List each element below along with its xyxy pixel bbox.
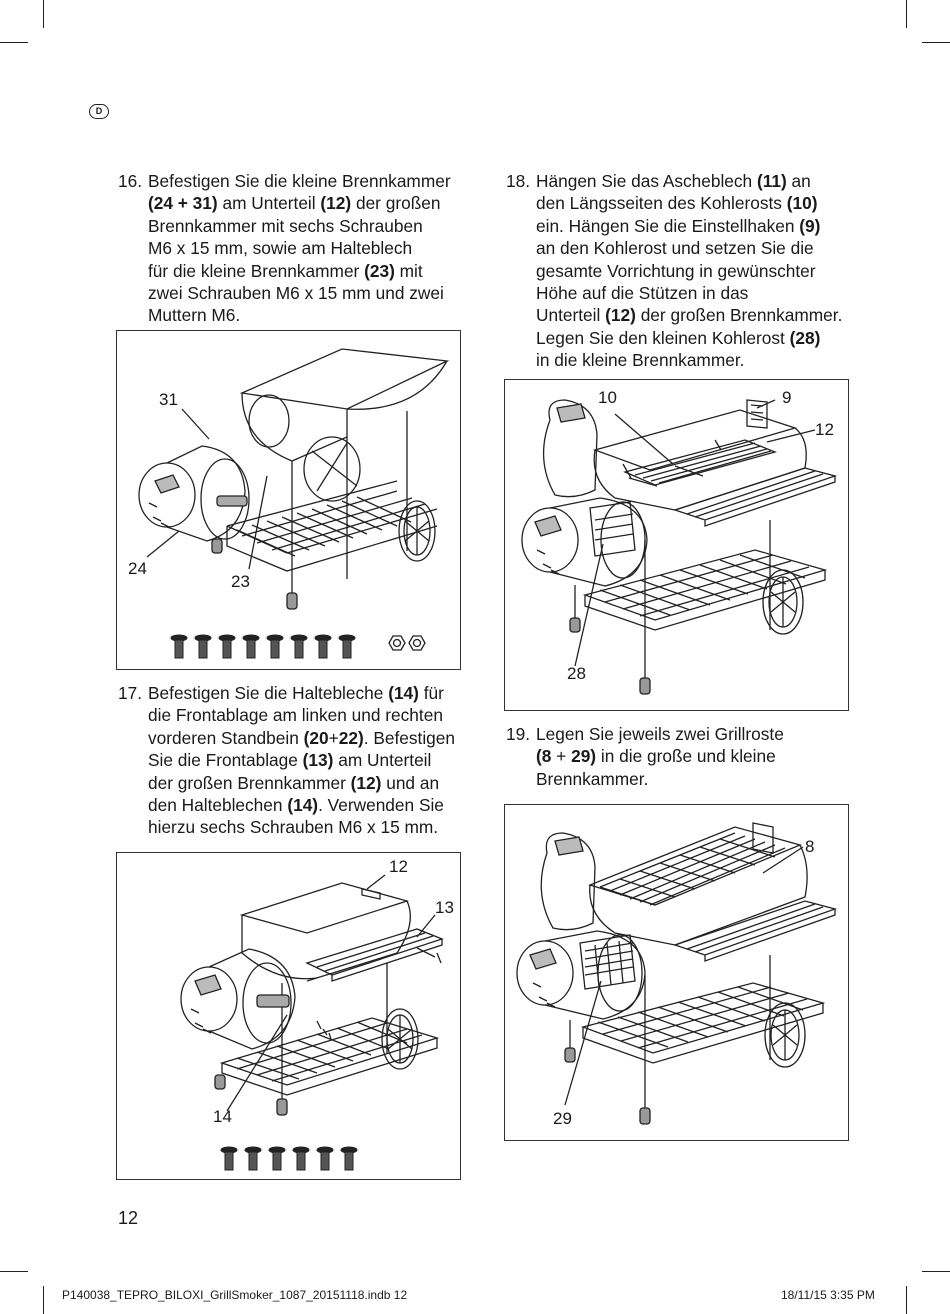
page-number: 12 bbox=[118, 1208, 139, 1228]
callout-14: 14 bbox=[213, 1107, 232, 1126]
screw-icon bbox=[243, 635, 259, 658]
step-text bbox=[536, 723, 784, 790]
text-line: den Halteblechen (14). Verwenden Sie bbox=[148, 795, 444, 816]
part-reference: (20 bbox=[303, 727, 329, 748]
text-line: Legen Sie jeweils zwei Grillroste bbox=[536, 724, 784, 744]
step-text bbox=[148, 170, 451, 327]
charcoal-grate-assembly-drawing bbox=[505, 380, 848, 710]
figure-step-17 bbox=[116, 852, 461, 1180]
part-reference: (12) bbox=[605, 305, 636, 326]
crop-mark-bottom-left-v bbox=[43, 1286, 44, 1314]
text-line: Unterteil (12) der großen Brennkammer. bbox=[536, 305, 843, 326]
part-reference: (23) bbox=[364, 260, 395, 281]
screw-row bbox=[171, 635, 355, 658]
screw-icon bbox=[315, 635, 331, 658]
step-number: 18. bbox=[506, 171, 531, 191]
crop-mark-top-left-h bbox=[0, 42, 28, 43]
text-line: vorderen Standbein (20+22). Befestigen bbox=[148, 727, 455, 748]
step-number: 19. bbox=[506, 724, 531, 744]
front-shelf-assembly-drawing bbox=[117, 853, 460, 1179]
step-16 bbox=[118, 170, 478, 330]
text-line: Brennkammer. bbox=[536, 768, 649, 789]
part-reference: (11) bbox=[756, 171, 787, 191]
step-number: 16. bbox=[118, 171, 143, 191]
callout-28: 28 bbox=[567, 664, 586, 683]
callout-12: 12 bbox=[389, 857, 408, 876]
figure-step-16 bbox=[116, 330, 461, 670]
language-badge: D bbox=[89, 104, 109, 119]
text-line: für die kleine Brennkammer (23) mit bbox=[148, 260, 423, 281]
screw-icon bbox=[219, 635, 235, 658]
screw-icon bbox=[293, 1147, 309, 1170]
step-text bbox=[536, 170, 842, 372]
nut-icon bbox=[389, 636, 405, 650]
text-line: Legen Sie den kleinen Kohlerost (28) bbox=[536, 327, 821, 348]
text-line: (24 + 31) am Unterteil (12) der großen bbox=[148, 193, 441, 214]
callout-12: 12 bbox=[815, 420, 834, 439]
screw-icon bbox=[195, 635, 211, 658]
text-line: Sie die Frontablage (13) am Unterteil bbox=[148, 750, 432, 771]
step-18 bbox=[506, 170, 866, 375]
nut-icon bbox=[409, 636, 425, 650]
screw-icon bbox=[291, 635, 307, 658]
step-number: 17. bbox=[118, 683, 143, 703]
text-line: Muttern M6. bbox=[148, 305, 241, 326]
callout-31: 31 bbox=[159, 390, 178, 409]
callout-9: 9 bbox=[782, 388, 792, 407]
step-17 bbox=[118, 682, 478, 842]
step-19 bbox=[506, 723, 866, 793]
part-reference: (9) bbox=[799, 215, 821, 236]
text-line: M6 x 15 mm, sowie am Halteblech bbox=[148, 238, 413, 259]
text-line: ein. Hängen Sie die Einstellhaken (9) bbox=[536, 215, 821, 236]
text-line: die Frontablage am linken und rechten bbox=[148, 705, 443, 726]
text-line: Befestigen Sie die kleine Brennkammer bbox=[148, 171, 451, 191]
small-chamber-assembly-drawing bbox=[117, 331, 460, 669]
part-reference: (13) bbox=[302, 750, 334, 771]
text-line: zwei Schrauben M6 x 15 mm und zwei bbox=[148, 283, 444, 304]
callout-8: 8 bbox=[805, 837, 815, 856]
part-reference: (28) bbox=[789, 327, 821, 348]
text-line: der großen Brennkammer (12) und an bbox=[148, 772, 440, 793]
screw-row bbox=[221, 1147, 357, 1170]
part-reference: (10) bbox=[786, 193, 818, 214]
screw-icon bbox=[245, 1147, 261, 1170]
figure-step-18 bbox=[504, 379, 849, 711]
callout-23: 23 bbox=[231, 572, 250, 591]
callout-13: 13 bbox=[435, 898, 454, 917]
callout-24: 24 bbox=[128, 559, 147, 578]
text-line: Hängen Sie das Ascheblech (11) an bbox=[536, 171, 811, 191]
text-line: gesamte Vorrichtung in gewünschter bbox=[536, 260, 816, 281]
screw-icon bbox=[339, 635, 355, 658]
footer-file-info: P140038_TEPRO_BILOXI_GrillSmoker_1087_20151118.indb 12 bbox=[62, 1288, 408, 1302]
text-line: an den Kohlerost und setzen Sie die bbox=[536, 238, 814, 259]
text-line: in die kleine Brennkammer. bbox=[536, 350, 745, 371]
part-reference: (14) bbox=[287, 795, 319, 816]
callout-29: 29 bbox=[553, 1109, 572, 1128]
crop-mark-bottom-right-h bbox=[922, 1271, 950, 1272]
crop-mark-bottom-left-h bbox=[0, 1271, 28, 1272]
part-reference: (12) bbox=[320, 193, 352, 214]
part-reference: 29) bbox=[571, 746, 597, 767]
text-line: Brennkammer mit sechs Schrauben bbox=[148, 215, 423, 236]
crop-mark-top-right-h bbox=[922, 42, 950, 43]
figure-step-19 bbox=[504, 804, 849, 1141]
nut-row bbox=[389, 636, 425, 650]
text-line: (8 + 29) in die große und kleine bbox=[536, 746, 776, 767]
part-reference: (8 bbox=[536, 746, 552, 767]
text-line: hierzu sechs Schrauben M6 x 15 mm. bbox=[148, 817, 439, 838]
screw-icon bbox=[221, 1147, 237, 1170]
text-line: Höhe auf die Stützen in das bbox=[536, 283, 749, 304]
screw-icon bbox=[317, 1147, 333, 1170]
part-reference: (24 + 31) bbox=[148, 193, 218, 214]
part-reference: 22) bbox=[338, 727, 364, 748]
crop-mark-top-left-v bbox=[43, 0, 44, 28]
screw-icon bbox=[341, 1147, 357, 1170]
part-reference: (12) bbox=[350, 772, 382, 793]
cooking-grate-placement-drawing bbox=[505, 805, 848, 1140]
crop-mark-top-right-v bbox=[906, 0, 907, 28]
screw-icon bbox=[267, 635, 283, 658]
footer-timestamp: 18/11/15 3:35 PM bbox=[781, 1288, 875, 1302]
callout-10: 10 bbox=[598, 388, 617, 407]
crop-mark-bottom-right-v bbox=[906, 1286, 907, 1314]
step-text bbox=[148, 682, 455, 839]
text-line: Befestigen Sie die Haltebleche (14) für bbox=[148, 683, 444, 703]
screw-icon bbox=[269, 1147, 285, 1170]
text-line: den Längsseiten des Kohlerosts (10) bbox=[536, 193, 818, 214]
screw-icon bbox=[171, 635, 187, 658]
part-reference: (14) bbox=[388, 683, 419, 703]
